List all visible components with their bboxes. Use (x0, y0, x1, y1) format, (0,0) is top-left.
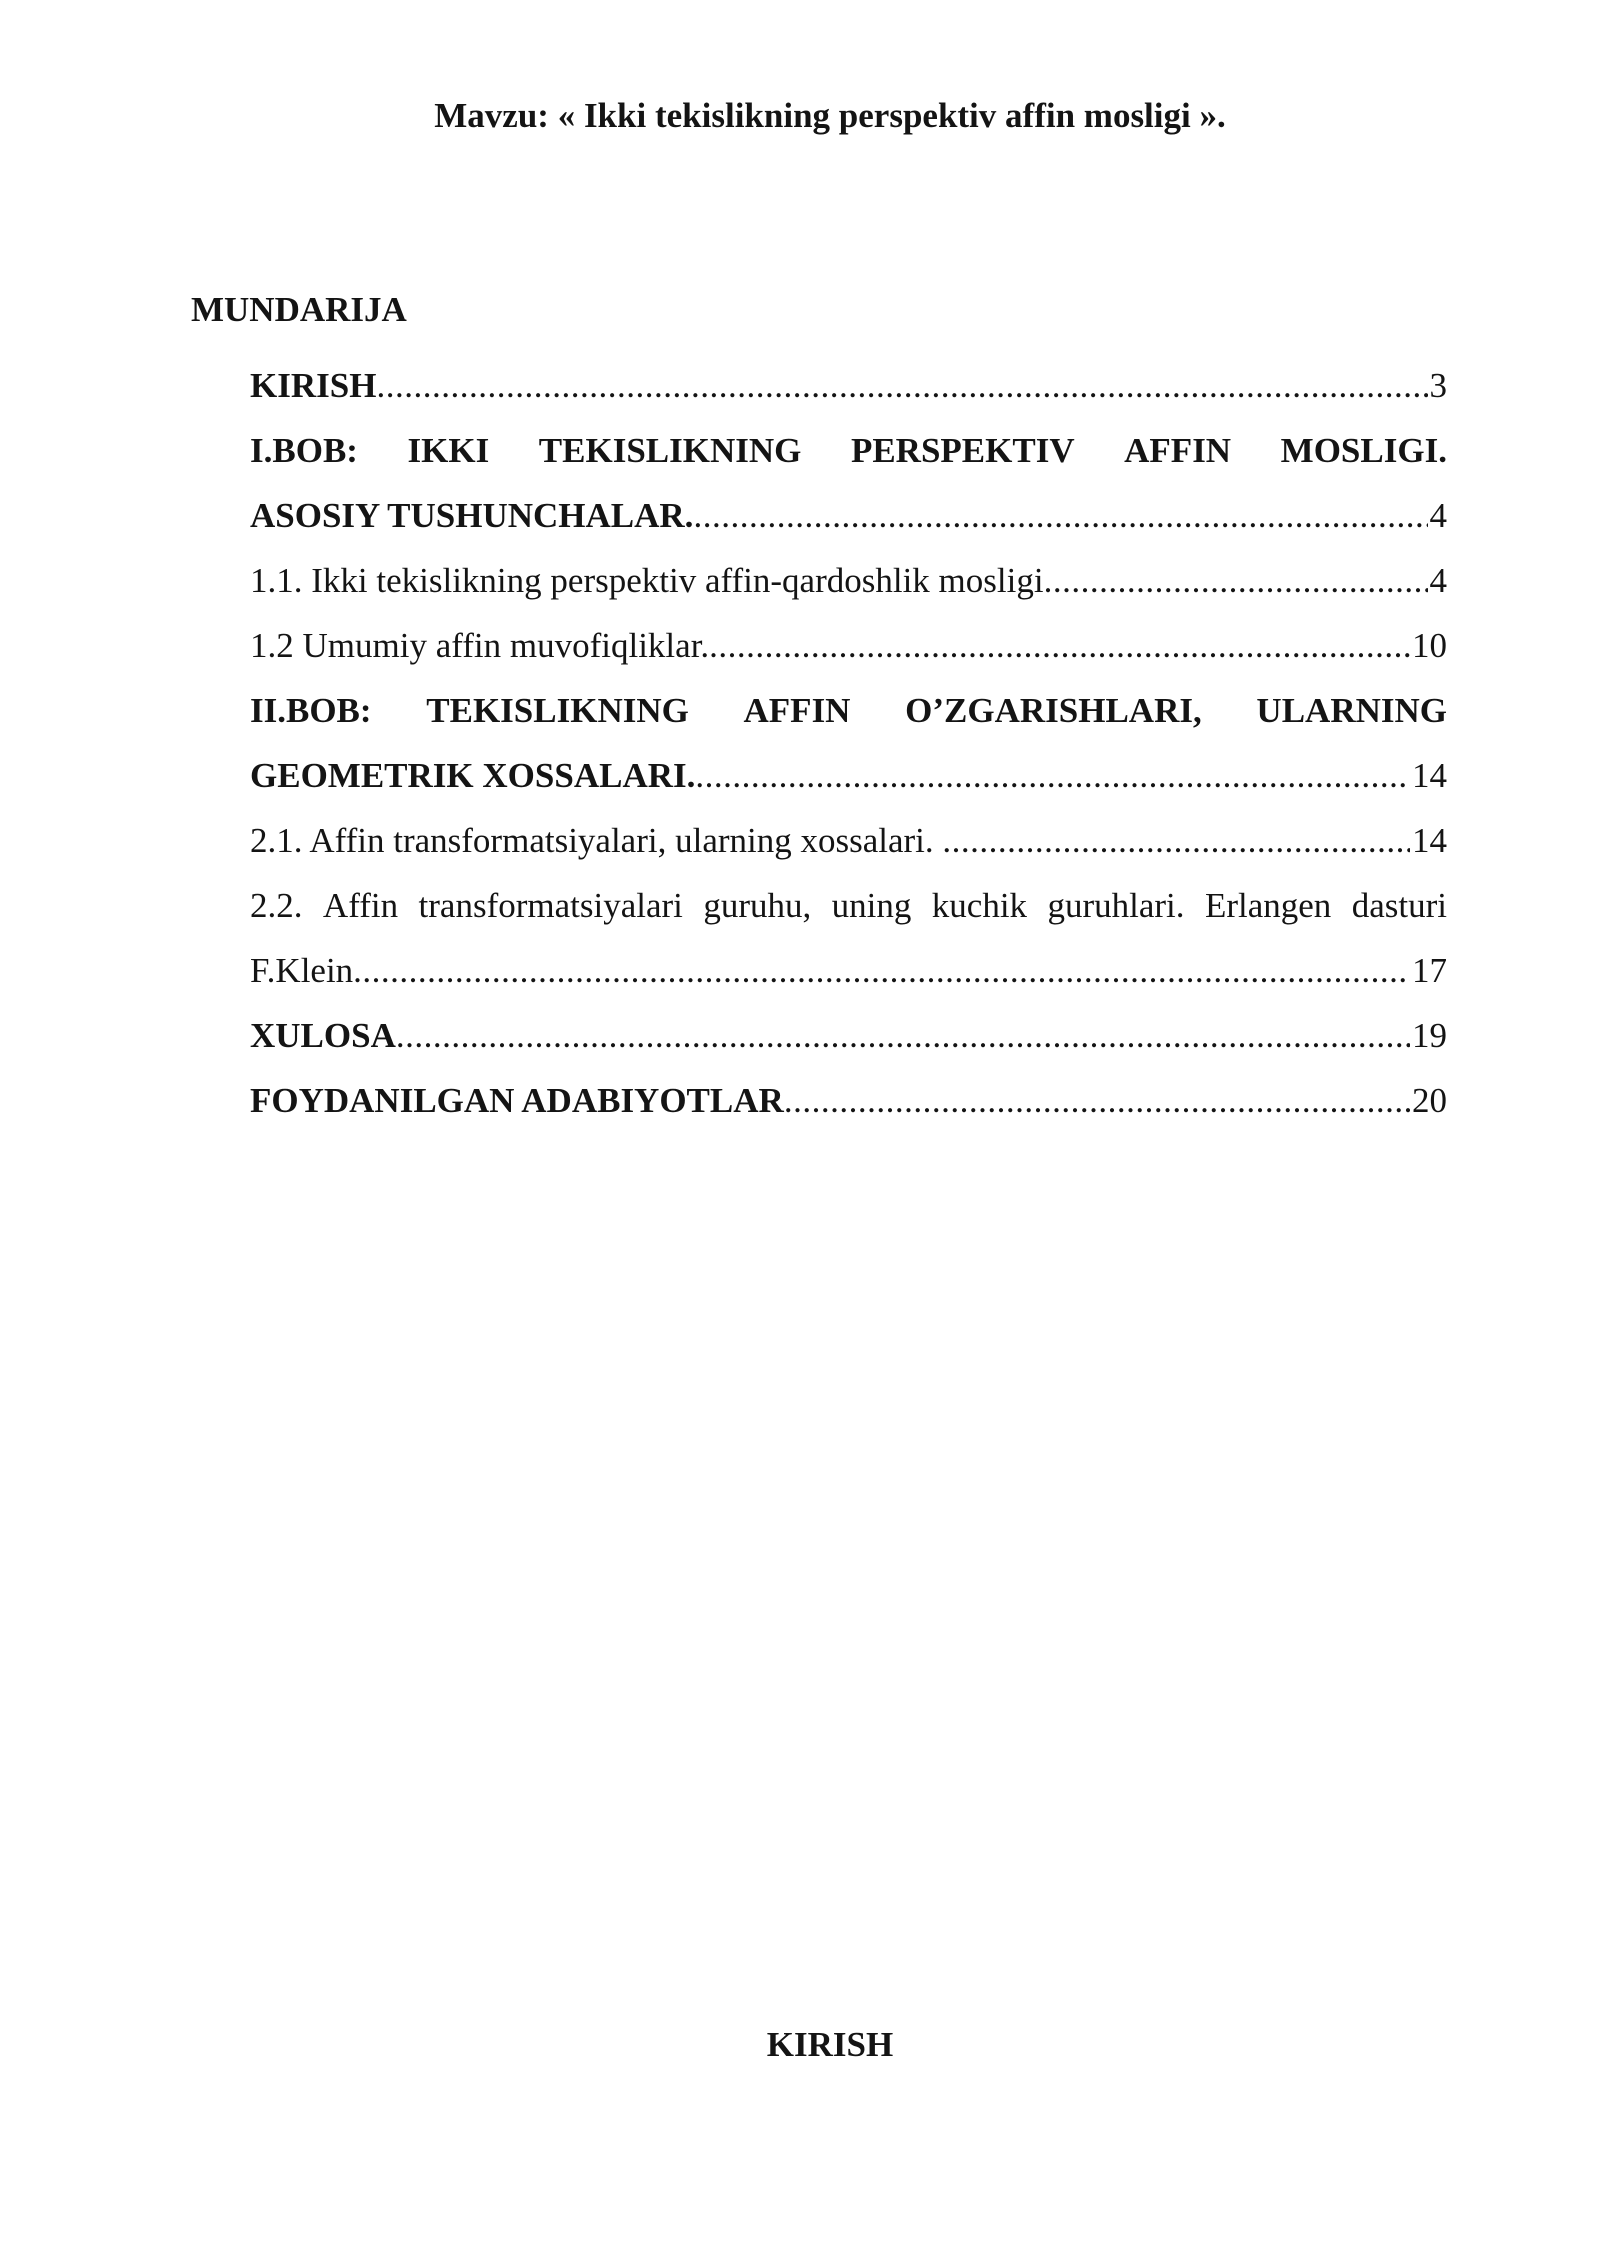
dot-leader (709, 622, 1410, 670)
toc-entry-page: 14 (1412, 821, 1447, 860)
toc-word: MOSLIGI. (1280, 431, 1447, 470)
toc-entry-xulosa[interactable] (250, 1012, 1447, 1077)
dot-leader (784, 1077, 1410, 1125)
dot-leader (1044, 557, 1428, 605)
toc-word: PERSPEKTIV (850, 431, 1075, 470)
toc-word: 2.2. (250, 886, 303, 925)
toc-entry-chapter-1-line-2[interactable] (250, 492, 1447, 557)
toc-entry-text: KIRISH (250, 366, 377, 405)
toc-entry-kirish[interactable] (250, 362, 1447, 427)
dot-leader (396, 1012, 1410, 1060)
dot-leader (693, 492, 1427, 540)
toc-entry-page: 20 (1412, 1081, 1447, 1120)
toc-entry-text: GEOMETRIK XOSSALARI. (250, 756, 696, 795)
toc-word: Affin (322, 886, 399, 925)
toc-word: O’ZGARISHLARI, (905, 691, 1202, 730)
toc-entry-page: 4 (1429, 561, 1447, 600)
toc-word: ULARNING (1256, 691, 1447, 730)
table-of-contents (250, 362, 1447, 1142)
toc-entry-section-1-1[interactable] (250, 557, 1447, 622)
toc-entry-section-1-2[interactable] (250, 622, 1447, 687)
document-title: Mavzu: « Ikki tekislikning perspektiv affin mosligi ». (434, 96, 1226, 135)
toc-word: transformatsiyalari (418, 886, 683, 925)
toc-entry-section-2-1[interactable] (250, 817, 1447, 882)
toc-word: TEKISLIKNING (426, 691, 689, 730)
toc-entry-chapter-2-line-1[interactable] (250, 687, 1447, 752)
toc-word: kuchik (931, 886, 1028, 925)
toc-entry-page: 4 (1429, 496, 1447, 535)
toc-entry-chapter-1-line-1[interactable] (250, 427, 1447, 492)
toc-word: uning (831, 886, 912, 925)
toc-entry-text: F.Klein (250, 951, 354, 990)
toc-entry-references[interactable] (250, 1077, 1447, 1142)
toc-entry-page: 14 (1412, 756, 1447, 795)
dot-leader (353, 947, 1410, 995)
toc-entry-page: 19 (1412, 1016, 1447, 1055)
section-heading-kirish: KIRISH (766, 2025, 894, 2064)
toc-word: AFFIN (743, 691, 851, 730)
toc-word: I.BOB: (250, 431, 358, 470)
toc-entry-page: 10 (1412, 626, 1447, 665)
toc-word: TEKISLIKNING (538, 431, 802, 470)
dot-leader (376, 362, 1427, 410)
dot-leader (695, 752, 1410, 800)
toc-entry-text: ASOSIY TUSHUNCHALAR. (250, 496, 694, 535)
toc-entry-chapter-2-line-2[interactable] (250, 752, 1447, 817)
toc-entry-text: 1.1. Ikki tekislikning perspektiv affin-qardoshlik mosligi (250, 561, 1044, 600)
dot-leader (942, 817, 1410, 865)
toc-entry-text: 1.2 Umumiy affin muvofiqliklar. (250, 626, 710, 665)
toc-word: Erlangen (1204, 886, 1332, 925)
toc-entry-section-2-2-line-2[interactable] (250, 947, 1447, 1012)
toc-word: guruhlari. (1047, 886, 1185, 925)
toc-entry-section-2-2-line-1[interactable] (250, 882, 1447, 947)
toc-word: II.BOB: (250, 691, 372, 730)
toc-entry-text: XULOSA (250, 1016, 396, 1055)
toc-heading: MUNDARIJA (191, 290, 407, 329)
toc-word: AFFIN (1124, 431, 1232, 470)
toc-word: IKKI (407, 431, 490, 470)
toc-word: guruhu, (703, 886, 812, 925)
toc-entry-text: FOYDANILGAN ADABIYOTLAR (250, 1081, 784, 1120)
toc-entry-text: 2.1. Affin transformatsiyalari, ularning xossalari. (250, 821, 943, 860)
toc-entry-page: 3 (1429, 366, 1447, 405)
toc-word: dasturi (1351, 886, 1447, 925)
toc-entry-page: 17 (1412, 951, 1447, 990)
